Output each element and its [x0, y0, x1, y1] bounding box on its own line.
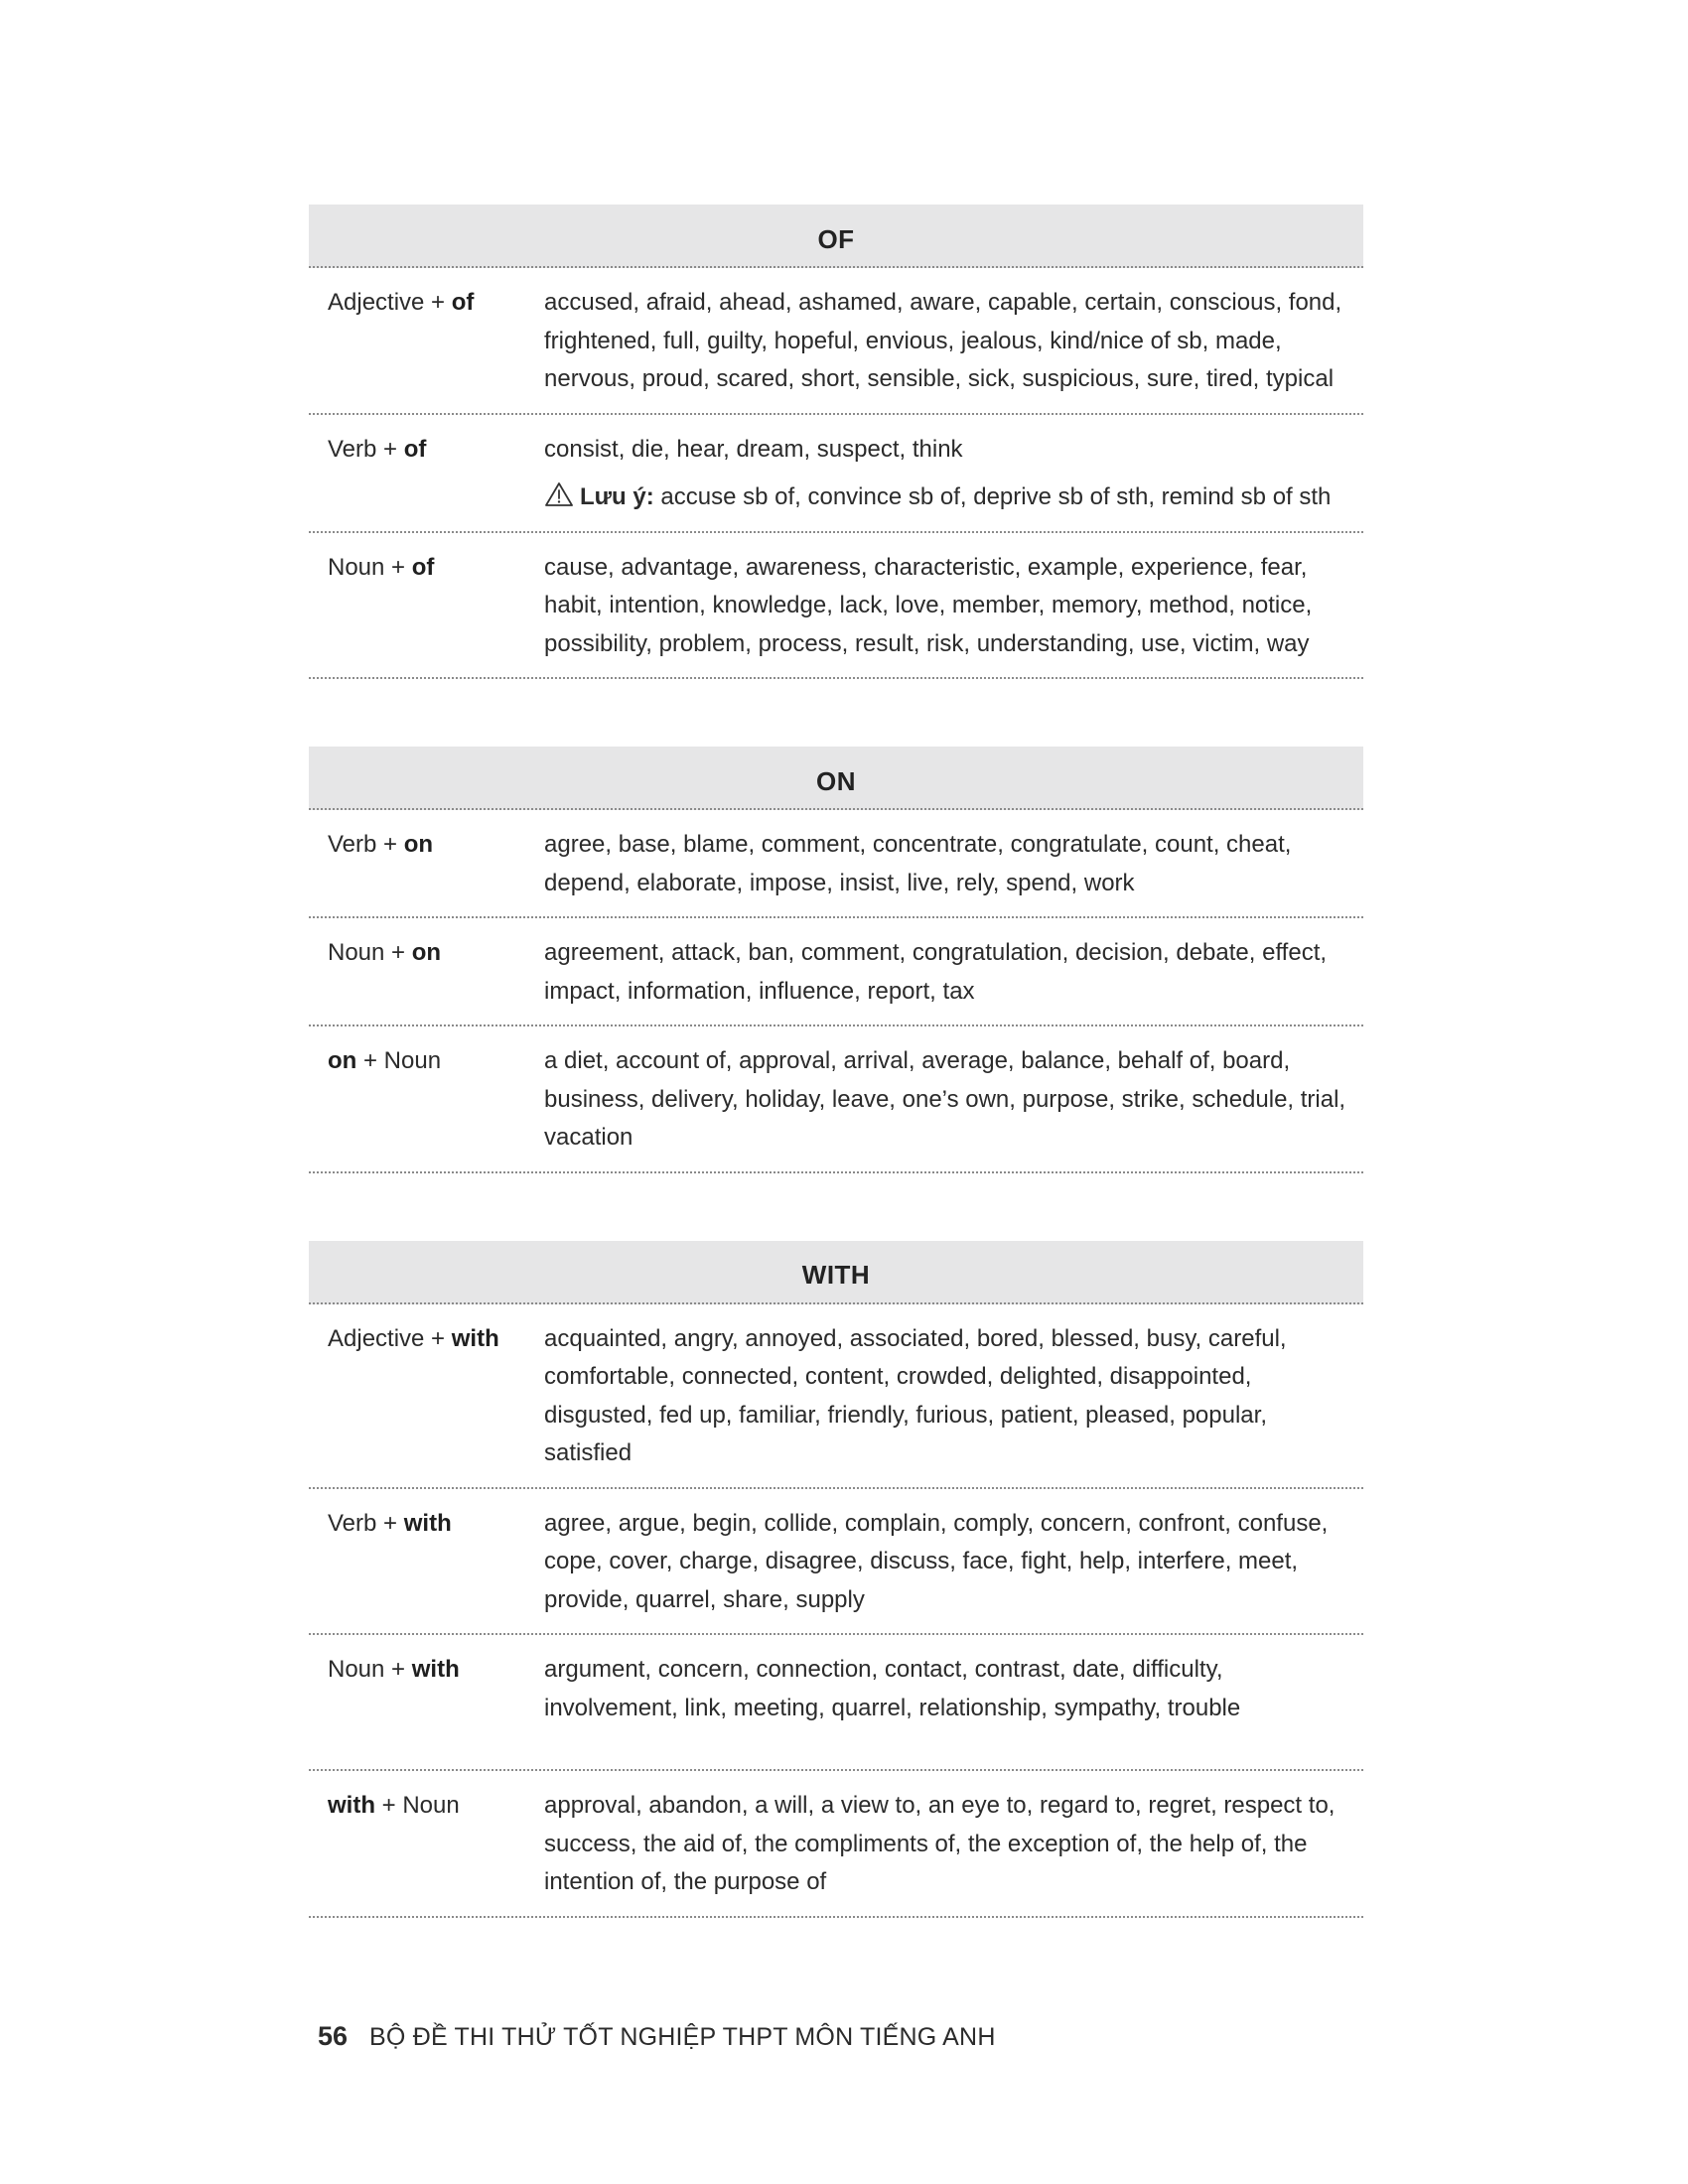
row-label: [309, 1651, 544, 1727]
label-preposition: with: [411, 1656, 460, 1683]
label-preposition: on: [328, 1047, 357, 1074]
note-label: Lưu ý:: [580, 483, 654, 510]
label-preposition: on: [411, 939, 442, 966]
section-title: WITH: [309, 1241, 1363, 1304]
label-preposition: with: [403, 1509, 452, 1537]
row-label: [309, 1320, 544, 1473]
page-content: [309, 205, 1363, 1985]
table-row: [309, 1771, 1363, 1918]
label-prefix: Adjective +: [328, 289, 452, 316]
row-content: accused, afraid, ahead, ashamed, aware, capable, certain, conscious, fond, frightened, full, guilty, hopeful, envious, jealous, kind/nice of sb, made, nervous, proud, scared, short, sensible, sick, suspicious, sure, tired, typical: [544, 289, 1342, 392]
label-prefix: Verb +: [328, 1509, 404, 1537]
label-prefix: Adjective +: [328, 1324, 452, 1352]
table-row: [309, 1635, 1363, 1771]
row-label: [309, 1505, 544, 1620]
label-preposition: of: [451, 289, 475, 316]
section-title: ON: [309, 747, 1363, 810]
table-row: [309, 1489, 1363, 1636]
row-label: [309, 934, 544, 1011]
row-content: cause, advantage, awareness, characteristic, example, experience, fear, habit, intention, knowledge, lack, love, member, memory, method, notice, possibility, problem, process, result, risk, understanding, use, victim, way: [544, 553, 1313, 657]
row-content: approval, abandon, a will, a view to, an eye to, regard to, regret, respect to, success, the aid of, the compliments of, the exception of, the help of, the intention of, the purpose of: [544, 1792, 1336, 1895]
book-title: BỘ ĐỀ THI THỬ TỐT NGHIỆP THPT MÔN TIẾNG ANH: [369, 2023, 996, 2051]
label-suffix: + Noun: [375, 1792, 460, 1819]
table-row: [309, 268, 1363, 415]
page-number: 56: [318, 2021, 349, 2051]
section-title: OF: [309, 205, 1363, 268]
label-preposition: of: [403, 435, 427, 463]
table-row: [309, 1304, 1363, 1489]
table-row: [309, 415, 1363, 533]
section-on: [309, 747, 1363, 1173]
row-label: [309, 826, 544, 902]
label-suffix: + Noun: [356, 1047, 442, 1074]
row-content: a diet, account of, approval, arrival, average, balance, behalf of, board, business, delivery, holiday, leave, one’s own, purpose, strike, schedule, trial, vacation: [544, 1047, 1346, 1151]
label-preposition: with: [328, 1792, 375, 1819]
label-prefix: Noun +: [328, 553, 412, 581]
label-preposition: with: [451, 1324, 499, 1352]
row-label: [309, 549, 544, 664]
row-content-main: consist, die, hear, dream, suspect, think: [544, 435, 963, 463]
label-prefix: Noun +: [328, 1656, 412, 1683]
row-content: [544, 431, 1363, 517]
row-label: [309, 284, 544, 399]
label-preposition: on: [403, 831, 434, 858]
page-footer: [318, 2021, 996, 2052]
label-prefix: Verb +: [328, 831, 404, 858]
table-row: [309, 533, 1363, 680]
label-prefix: Verb +: [328, 435, 404, 463]
table-row: [309, 918, 1363, 1026]
table-row: [309, 1026, 1363, 1173]
label-prefix: Noun +: [328, 939, 412, 966]
table-row: [309, 810, 1363, 918]
section-with: [309, 1241, 1363, 1918]
warning-triangle-icon: [544, 481, 574, 507]
note-text: accuse sb of, convince sb of, deprive sb of sth, remind sb of sth: [653, 483, 1332, 510]
row-label: [309, 1787, 544, 1902]
section-of: [309, 205, 1363, 679]
row-content: acquainted, angry, annoyed, associated, bored, blessed, busy, careful, comfortable, connected, content, crowded, delighted, disappointed, disgusted, fed up, familiar, friendly, furious, patient, pleased, popular, satisfied: [544, 1324, 1287, 1466]
row-label: [309, 431, 544, 517]
row-label: [309, 1042, 544, 1158]
note: [544, 478, 1349, 517]
label-preposition: of: [411, 553, 435, 581]
row-content: agree, base, blame, comment, concentrate, congratulate, count, cheat, depend, elaborate, impose, insist, live, rely, spend, work: [544, 831, 1292, 896]
row-content: agreement, attack, ban, comment, congratulation, decision, debate, effect, impact, information, influence, report, tax: [544, 939, 1328, 1005]
row-content: argument, concern, connection, contact, contrast, date, difficulty, involvement, link, meeting, quarrel, relationship, sympathy, trouble: [544, 1656, 1241, 1721]
row-content: agree, argue, begin, collide, complain, comply, concern, confront, confuse, cope, cover, charge, disagree, discuss, face, fight, help, interfere, meet, provide, quarrel, share, supply: [544, 1509, 1329, 1613]
